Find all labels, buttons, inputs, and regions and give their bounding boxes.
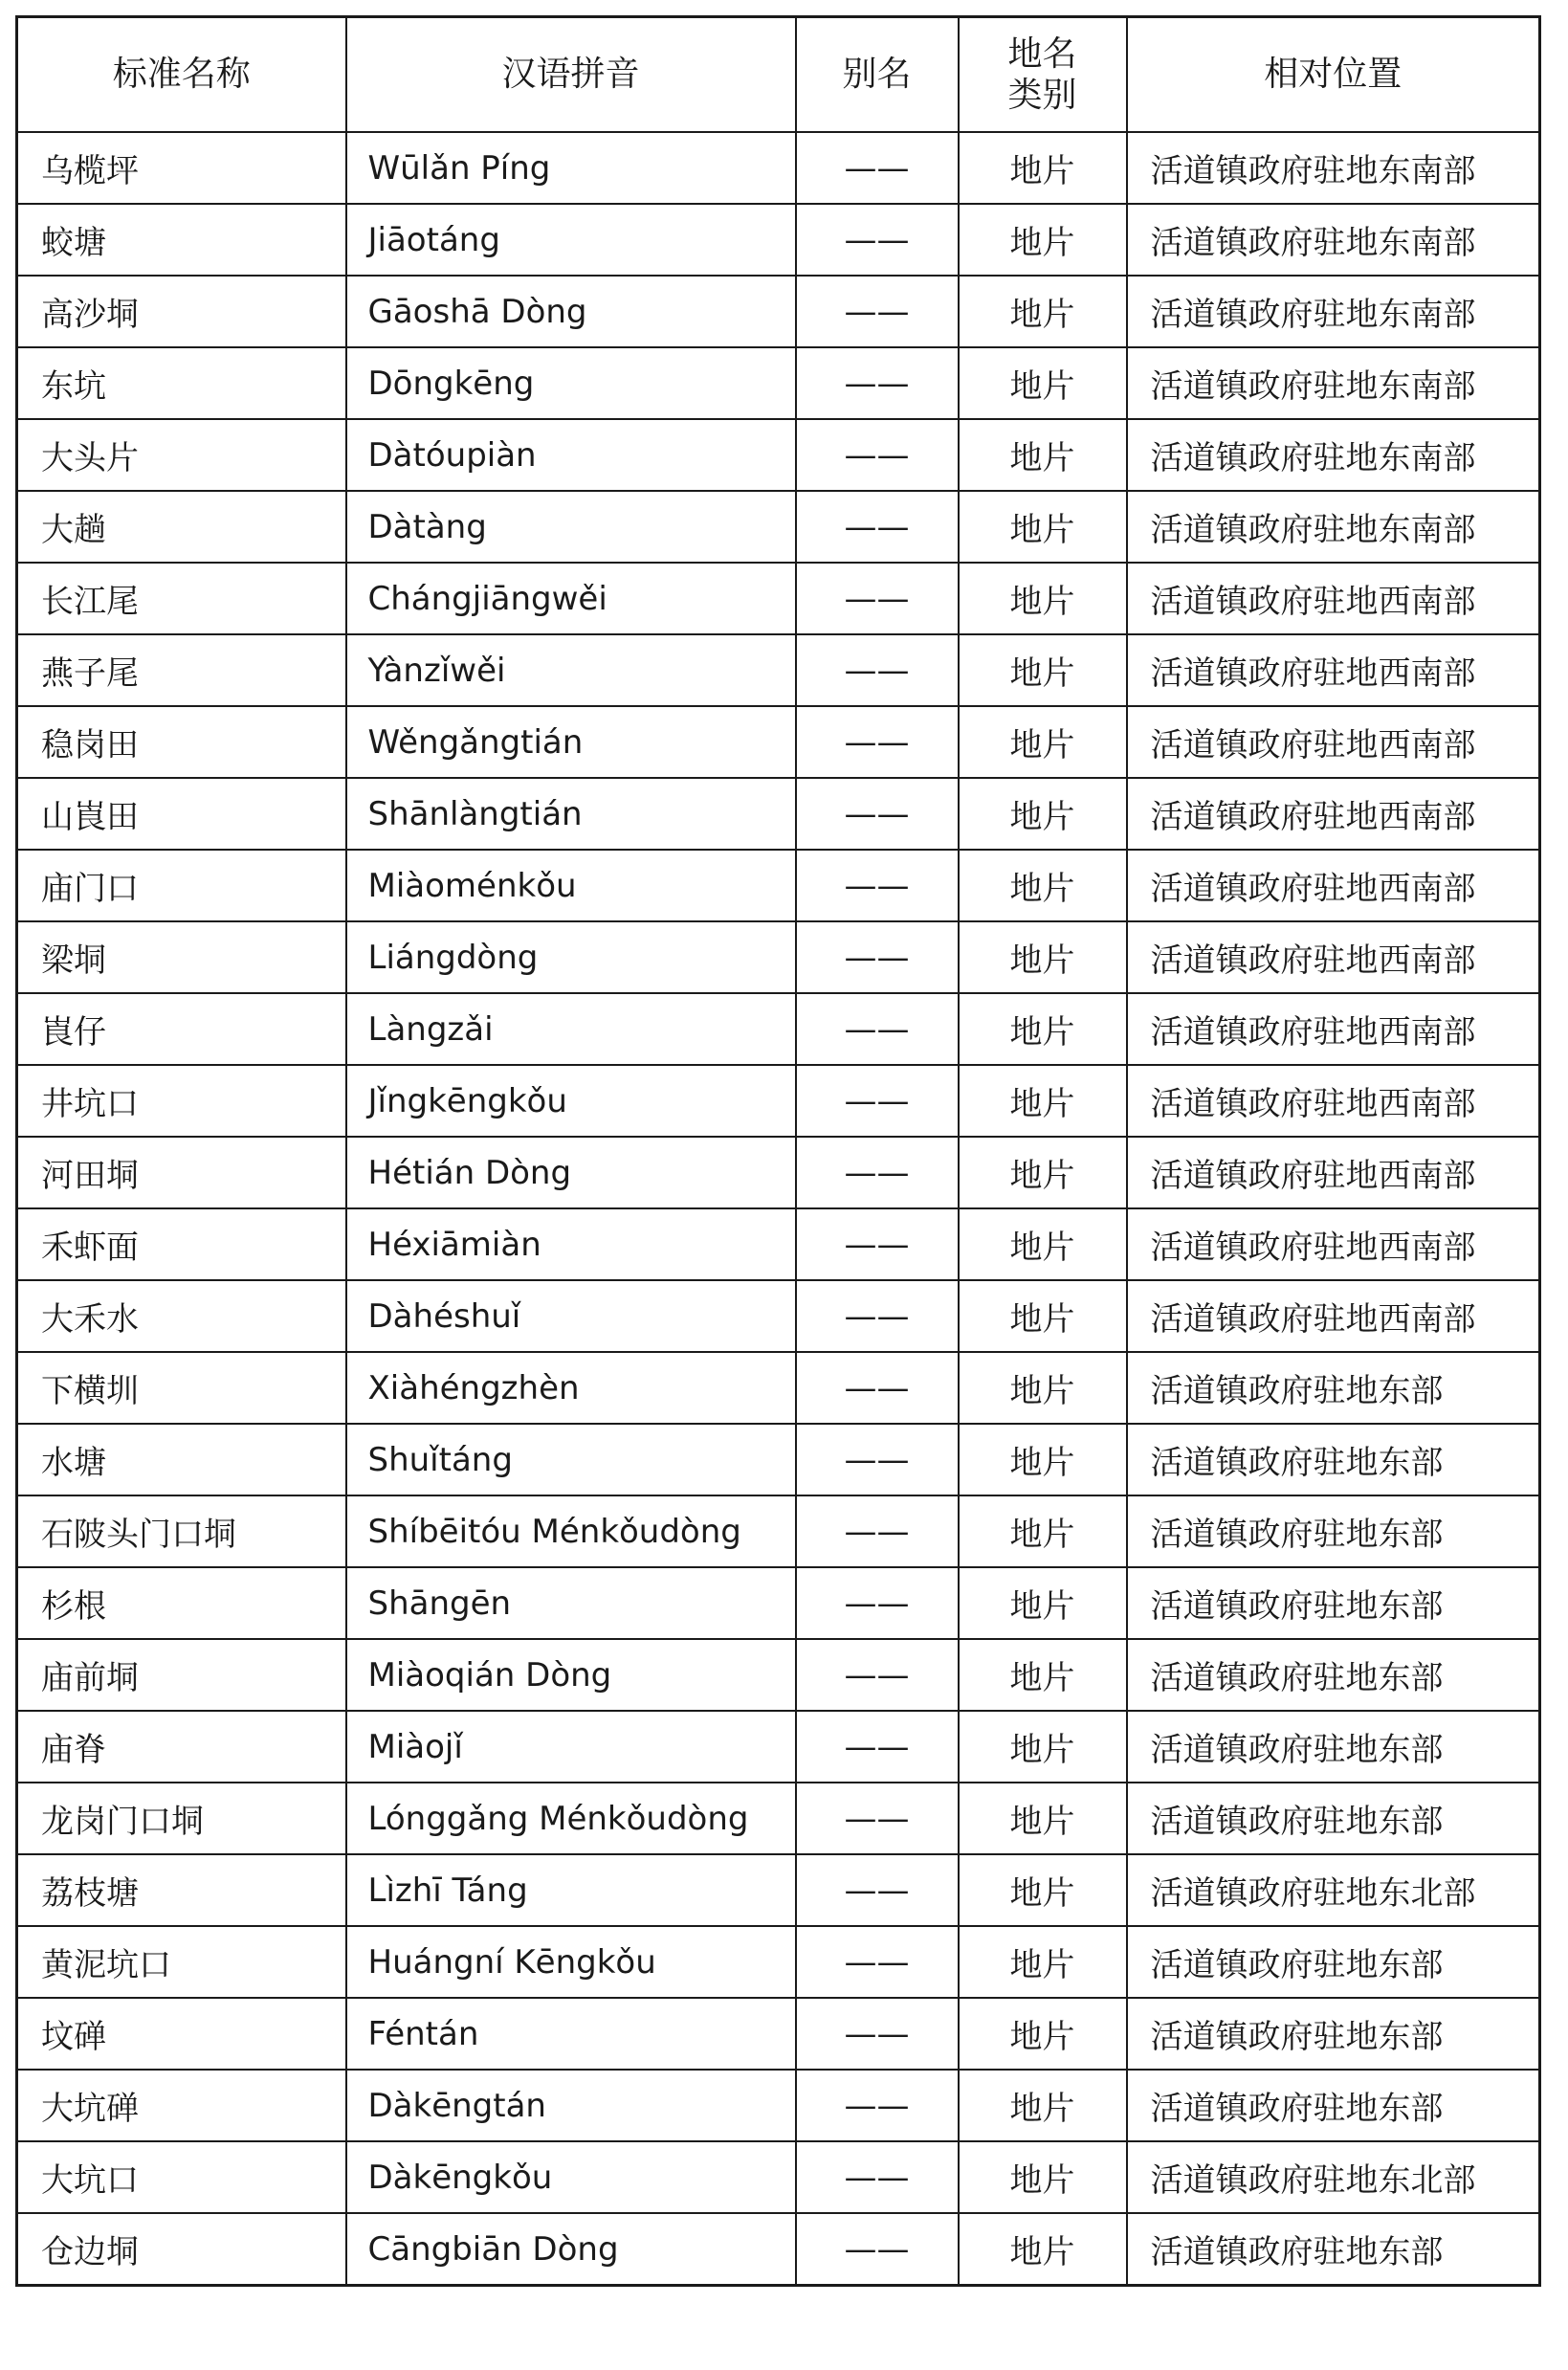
cell-relative-position: 活道镇政府驻地西南部 — [1127, 850, 1540, 921]
cell-place-type: 地片 — [959, 706, 1127, 778]
cell-standard-name: 稳岗田 — [17, 706, 346, 778]
table-row — [17, 563, 1540, 634]
cell-alias: —— — [796, 347, 959, 419]
cell-place-type: 地片 — [959, 1926, 1127, 1998]
cell-standard-name: 河田垌 — [17, 1137, 346, 1208]
cell-pinyin: Lónggǎng Ménkǒudòng — [346, 1783, 796, 1854]
cell-relative-position: 活道镇政府驻地东部 — [1127, 2070, 1540, 2141]
table-row — [17, 1854, 1540, 1926]
cell-standard-name: 大趟 — [17, 491, 346, 563]
cell-relative-position: 活道镇政府驻地东部 — [1127, 1567, 1540, 1639]
cell-place-type: 地片 — [959, 1137, 1127, 1208]
cell-standard-name: 下横圳 — [17, 1352, 346, 1424]
table-row — [17, 347, 1540, 419]
header-relative-position: 相对位置 — [1127, 17, 1540, 133]
table-row — [17, 419, 1540, 491]
table-row — [17, 2213, 1540, 2286]
cell-pinyin: Hétián Dòng — [346, 1137, 796, 1208]
cell-relative-position: 活道镇政府驻地东部 — [1127, 1711, 1540, 1783]
cell-standard-name: 高沙垌 — [17, 276, 346, 347]
cell-alias: —— — [796, 1137, 959, 1208]
cell-standard-name: 大头片 — [17, 419, 346, 491]
cell-alias: —— — [796, 850, 959, 921]
table-row — [17, 1065, 1540, 1137]
cell-relative-position: 活道镇政府驻地东南部 — [1127, 204, 1540, 276]
cell-relative-position: 活道镇政府驻地东部 — [1127, 1495, 1540, 1567]
cell-relative-position: 活道镇政府驻地东部 — [1127, 1926, 1540, 1998]
header-place-type — [959, 17, 1127, 133]
cell-alias: —— — [796, 2070, 959, 2141]
cell-place-type: 地片 — [959, 1711, 1127, 1783]
cell-pinyin: Liángdòng — [346, 921, 796, 993]
table-row — [17, 634, 1540, 706]
cell-standard-name: 乌榄坪 — [17, 132, 346, 204]
cell-standard-name: 大坑䃅 — [17, 2070, 346, 2141]
table-row — [17, 1352, 1540, 1424]
cell-pinyin: Shuǐtáng — [346, 1424, 796, 1495]
table-header — [17, 17, 1540, 133]
cell-pinyin: Jǐngkēngkǒu — [346, 1065, 796, 1137]
cell-relative-position: 活道镇政府驻地东南部 — [1127, 276, 1540, 347]
header-place-type-line2: 类别 — [1007, 76, 1077, 115]
cell-place-type: 地片 — [959, 347, 1127, 419]
table-row — [17, 204, 1540, 276]
cell-place-type: 地片 — [959, 1854, 1127, 1926]
cell-place-type: 地片 — [959, 1639, 1127, 1711]
cell-pinyin: Héxiāmiàn — [346, 1208, 796, 1280]
cell-place-type: 地片 — [959, 850, 1127, 921]
cell-alias: —— — [796, 1208, 959, 1280]
cell-relative-position: 活道镇政府驻地西南部 — [1127, 1137, 1540, 1208]
cell-relative-position: 活道镇政府驻地东南部 — [1127, 491, 1540, 563]
cell-place-type: 地片 — [959, 1495, 1127, 1567]
cell-pinyin: Chángjiāngwěi — [346, 563, 796, 634]
cell-pinyin: Shāngēn — [346, 1567, 796, 1639]
cell-standard-name: 东坑 — [17, 347, 346, 419]
cell-standard-name: 大坑口 — [17, 2141, 346, 2213]
cell-pinyin: Shānlàngtián — [346, 778, 796, 850]
cell-place-type: 地片 — [959, 1998, 1127, 2070]
cell-standard-name: 龙岗门口垌 — [17, 1783, 346, 1854]
cell-alias: —— — [796, 419, 959, 491]
cell-alias: —— — [796, 1926, 959, 1998]
cell-place-type: 地片 — [959, 1208, 1127, 1280]
cell-place-type: 地片 — [959, 1424, 1127, 1495]
cell-standard-name: 崀仔 — [17, 993, 346, 1065]
cell-standard-name: 禾虾面 — [17, 1208, 346, 1280]
cell-relative-position: 活道镇政府驻地西南部 — [1127, 634, 1540, 706]
cell-standard-name: 燕子尾 — [17, 634, 346, 706]
cell-relative-position: 活道镇政府驻地东南部 — [1127, 132, 1540, 204]
cell-standard-name: 庙脊 — [17, 1711, 346, 1783]
cell-place-type: 地片 — [959, 1567, 1127, 1639]
table-row — [17, 850, 1540, 921]
header-row — [17, 17, 1540, 133]
cell-pinyin: Làngzǎi — [346, 993, 796, 1065]
cell-alias: —— — [796, 1639, 959, 1711]
table-row — [17, 778, 1540, 850]
cell-alias: —— — [796, 1352, 959, 1424]
cell-standard-name: 杉根 — [17, 1567, 346, 1639]
cell-place-type: 地片 — [959, 1783, 1127, 1854]
cell-alias: —— — [796, 1280, 959, 1352]
cell-alias: —— — [796, 276, 959, 347]
table-row — [17, 132, 1540, 204]
cell-standard-name: 仓边垌 — [17, 2213, 346, 2286]
table-row — [17, 1280, 1540, 1352]
cell-place-type: 地片 — [959, 1065, 1127, 1137]
cell-place-type: 地片 — [959, 1280, 1127, 1352]
cell-relative-position: 活道镇政府驻地西南部 — [1127, 1208, 1540, 1280]
cell-standard-name: 井坑口 — [17, 1065, 346, 1137]
cell-pinyin: Yànzǐwěi — [346, 634, 796, 706]
cell-alias: —— — [796, 1783, 959, 1854]
cell-standard-name: 坟䃅 — [17, 1998, 346, 2070]
cell-place-type: 地片 — [959, 993, 1127, 1065]
cell-place-type: 地片 — [959, 921, 1127, 993]
cell-alias: —— — [796, 1495, 959, 1567]
cell-alias: —— — [796, 491, 959, 563]
cell-pinyin: Wūlǎn Píng — [346, 132, 796, 204]
cell-relative-position: 活道镇政府驻地西南部 — [1127, 1280, 1540, 1352]
cell-standard-name: 山崀田 — [17, 778, 346, 850]
cell-relative-position: 活道镇政府驻地东部 — [1127, 1424, 1540, 1495]
cell-place-type: 地片 — [959, 491, 1127, 563]
place-name-table — [15, 15, 1541, 2287]
cell-pinyin: Gāoshā Dòng — [346, 276, 796, 347]
cell-relative-position: 活道镇政府驻地西南部 — [1127, 921, 1540, 993]
cell-pinyin: Lìzhī Táng — [346, 1854, 796, 1926]
cell-place-type: 地片 — [959, 132, 1127, 204]
cell-relative-position: 活道镇政府驻地东部 — [1127, 1783, 1540, 1854]
table-row — [17, 1567, 1540, 1639]
table-row — [17, 706, 1540, 778]
cell-place-type: 地片 — [959, 419, 1127, 491]
cell-alias: —— — [796, 1711, 959, 1783]
cell-relative-position: 活道镇政府驻地东北部 — [1127, 1854, 1540, 1926]
cell-alias: —— — [796, 563, 959, 634]
cell-pinyin: Miàoqián Dòng — [346, 1639, 796, 1711]
cell-pinyin: Jiāotáng — [346, 204, 796, 276]
table-row — [17, 1998, 1540, 2070]
cell-alias: —— — [796, 132, 959, 204]
table-row — [17, 993, 1540, 1065]
cell-relative-position: 活道镇政府驻地西南部 — [1127, 778, 1540, 850]
cell-standard-name: 荔枝塘 — [17, 1854, 346, 1926]
table-row — [17, 1137, 1540, 1208]
cell-pinyin: Cāngbiān Dòng — [346, 2213, 796, 2286]
cell-place-type: 地片 — [959, 2141, 1127, 2213]
cell-pinyin: Shíbēitóu Ménkǒudòng — [346, 1495, 796, 1567]
table-row — [17, 1424, 1540, 1495]
table-row — [17, 1639, 1540, 1711]
table-row — [17, 1208, 1540, 1280]
cell-pinyin: Dōngkēng — [346, 347, 796, 419]
header-pinyin: 汉语拼音 — [346, 17, 796, 133]
cell-standard-name: 梁垌 — [17, 921, 346, 993]
cell-relative-position: 活道镇政府驻地东北部 — [1127, 2141, 1540, 2213]
cell-place-type: 地片 — [959, 1352, 1127, 1424]
table-row — [17, 921, 1540, 993]
cell-alias: —— — [796, 778, 959, 850]
cell-pinyin: Dàhéshuǐ — [346, 1280, 796, 1352]
table-body — [17, 132, 1540, 2286]
cell-place-type: 地片 — [959, 778, 1127, 850]
cell-relative-position: 活道镇政府驻地东部 — [1127, 1998, 1540, 2070]
cell-standard-name: 庙门口 — [17, 850, 346, 921]
cell-standard-name: 大禾水 — [17, 1280, 346, 1352]
table-row — [17, 276, 1540, 347]
cell-pinyin: Dàkēngkǒu — [346, 2141, 796, 2213]
cell-relative-position: 活道镇政府驻地东部 — [1127, 1639, 1540, 1711]
cell-relative-position: 活道镇政府驻地西南部 — [1127, 993, 1540, 1065]
cell-relative-position: 活道镇政府驻地东南部 — [1127, 419, 1540, 491]
table-row — [17, 1783, 1540, 1854]
cell-standard-name: 黄泥坑口 — [17, 1926, 346, 1998]
cell-alias: —— — [796, 1567, 959, 1639]
cell-standard-name: 石陂头门口垌 — [17, 1495, 346, 1567]
table-row — [17, 1711, 1540, 1783]
cell-relative-position: 活道镇政府驻地西南部 — [1127, 563, 1540, 634]
cell-alias: —— — [796, 634, 959, 706]
cell-standard-name: 蛟塘 — [17, 204, 346, 276]
table-row — [17, 1495, 1540, 1567]
cell-pinyin: Xiàhéngzhèn — [346, 1352, 796, 1424]
cell-standard-name: 水塘 — [17, 1424, 346, 1495]
cell-pinyin: Miàoménkǒu — [346, 850, 796, 921]
cell-place-type: 地片 — [959, 2070, 1127, 2141]
cell-pinyin: Miàojǐ — [346, 1711, 796, 1783]
cell-place-type: 地片 — [959, 563, 1127, 634]
cell-alias: —— — [796, 1065, 959, 1137]
header-place-type-line1: 地名 — [1007, 33, 1077, 74]
cell-alias: —— — [796, 706, 959, 778]
cell-pinyin: Wěngǎngtián — [346, 706, 796, 778]
cell-pinyin: Féntán — [346, 1998, 796, 2070]
cell-relative-position: 活道镇政府驻地东部 — [1127, 1352, 1540, 1424]
table-row — [17, 1926, 1540, 1998]
cell-alias: —— — [796, 204, 959, 276]
cell-alias: —— — [796, 1998, 959, 2070]
cell-pinyin: Huángní Kēngkǒu — [346, 1926, 796, 1998]
cell-place-type: 地片 — [959, 634, 1127, 706]
cell-pinyin: Dàtóupiàn — [346, 419, 796, 491]
cell-relative-position: 活道镇政府驻地西南部 — [1127, 1065, 1540, 1137]
cell-place-type: 地片 — [959, 204, 1127, 276]
table-row — [17, 2141, 1540, 2213]
cell-alias: —— — [796, 2213, 959, 2286]
cell-place-type: 地片 — [959, 2213, 1127, 2286]
cell-pinyin: Dàkēngtán — [346, 2070, 796, 2141]
cell-pinyin: Dàtàng — [346, 491, 796, 563]
header-alias: 别名 — [796, 17, 959, 133]
header-standard-name: 标准名称 — [17, 17, 346, 133]
cell-relative-position: 活道镇政府驻地西南部 — [1127, 706, 1540, 778]
cell-alias: —— — [796, 993, 959, 1065]
cell-relative-position: 活道镇政府驻地东部 — [1127, 2213, 1540, 2286]
table-row — [17, 491, 1540, 563]
cell-standard-name: 长江尾 — [17, 563, 346, 634]
cell-standard-name: 庙前垌 — [17, 1639, 346, 1711]
cell-alias: —— — [796, 921, 959, 993]
cell-relative-position: 活道镇政府驻地东南部 — [1127, 347, 1540, 419]
cell-alias: —— — [796, 1854, 959, 1926]
table-row — [17, 2070, 1540, 2141]
cell-place-type: 地片 — [959, 276, 1127, 347]
cell-alias: —— — [796, 1424, 959, 1495]
cell-alias: —— — [796, 2141, 959, 2213]
